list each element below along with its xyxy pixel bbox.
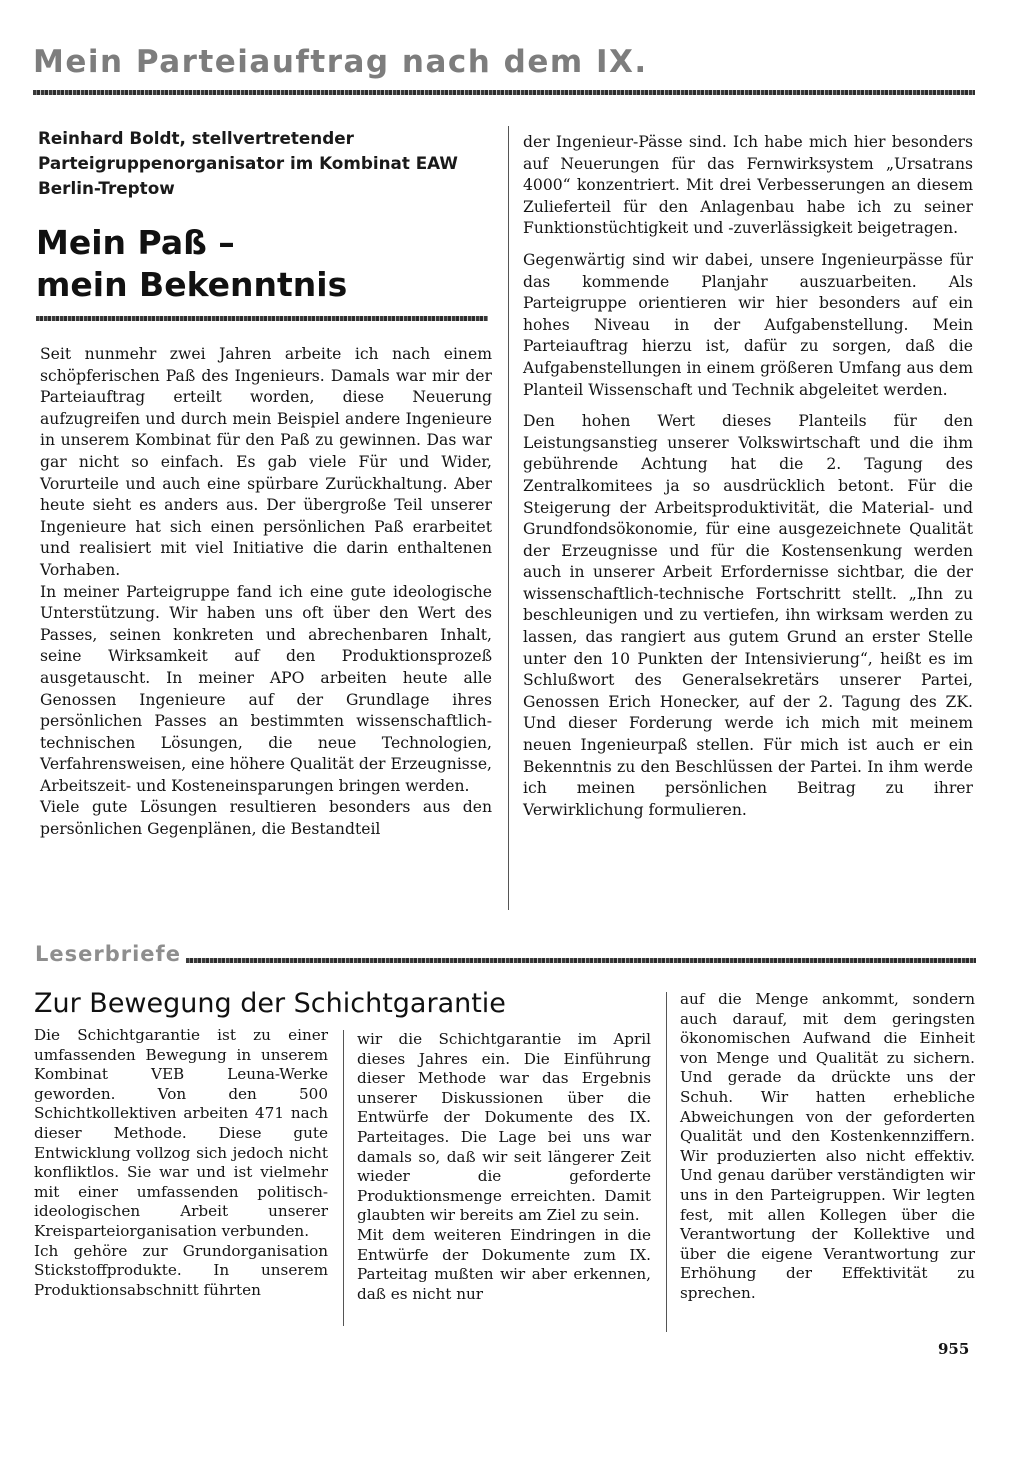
article-paragraph: der Ingenieur-Pässe sind. Ich habe mich hier besonders auf Neuerungen für das Fernwirksystem „Ursatrans 4000“ konzentriert. Mit drei Verbesserungen an diesem Zulieferteil für den Anlagenbau habe ich zu seiner Funktionstüchtigkeit und -zuverlässigkeit beigetragen. xyxy=(523,133,973,238)
article-title-line-2: mein Bekenntnis xyxy=(36,265,348,304)
author-byline: Reinhard Boldt, stellvertretender Parteigruppenorganisator im Kombinat EAW Berlin-Treptow xyxy=(38,128,458,198)
article-title-line-1: Mein Paß – xyxy=(36,223,235,262)
article-right-column xyxy=(523,132,973,831)
header-rule xyxy=(33,90,975,95)
page-number: 955 xyxy=(938,1340,970,1358)
letter-divider xyxy=(343,1030,344,1326)
title-rule xyxy=(36,316,488,321)
article-paragraph: Den hohen Wert dieses Planteils für den Leistungsanstieg unserer Volkswirtschaft und die ihm gebührende Achtung hat die 2. Tagung des Zentralkomitees ja so ausdrücklich betont. Für die Steigerung der Arbeitsproduktivität, die Material- und Grundfondsökonomie, für eine ausgezeichnete Qualität der Erzeugnisse und für die Kostensenkung werden auch in unserer Arbeit Erfordernisse sichtbar, die der wissenschaftlich-technische Fortschritt stellt. „Ihn zu beschleunigen und zu vertiefen, ihn wirksam werden zu lassen, das rangiert aus gutem Grund an erster Stelle unter den 10 Punkten der Intensivierung“, heißt es im Schlußwort des Generalsekretärs unserer Partei, Genossen Erich Honecker, auf der 2. Tagung des ZK. Und dieser Forderung werde ich mich mit meinem neuen Ingenieurpaß stellen. Für mich ist auch er ein Bekenntnis zu den Beschlüssen der Partei. In ihm werde ich meinen persönlichen Beitrag zu ihrer Verwirklichung formulieren. xyxy=(523,412,973,819)
letter-paragraph: Die Schichtgarantie ist zu einer umfassenden Bewegung in unserem Kombinat VEB Leuna-Werke geworden. Von den 500 Schichtkollektiven arbeiten 471 nach dieser Methode. Diese gute Entwicklung vollzog sich jedoch nicht konfliktlos. Sie war und ist vielmehr mit einer umfassenden politisch-ideologischen Arbeit unserer Kreisparteiorganisation verbunden. xyxy=(34,1026,328,1240)
letter-divider xyxy=(666,992,667,1332)
article-title xyxy=(36,222,496,306)
letter-paragraph: wir die Schichtgarantie im April dieses Jahres ein. Die Einführung dieser Methode war das Ergebnis unserer Diskussionen über die Entwürfe der Dokumente des IX. Parteitages. Die Lage bei uns war damals so, daß wir seit längerer Zeit wieder die geforderte Produktionsmenge erreichten. Damit glaubten wir bereits am Ziel zu sein. xyxy=(357,1030,651,1225)
section-rule xyxy=(186,958,976,963)
article-paragraph: Seit nunmehr zwei Jahren arbeite ich nach einem schöpferischen Paß des Ingenieurs. Damals war mir der Parteiauftrag erteilt worden, diese Neuerung aufzugreifen und durch mein Beispiel andere Ingenieure in unserem Kombinat für den Paß zu gewinnen. Das war gar nicht so einfach. Es gab viele Für und Wider, Vorurteile und auch eine spürbare Zurückhaltung. Aber heute sieht es anders aus. Der übergroße Teil unserer Ingenieure hat sich einen persönlichen Paß erarbeitet und realisiert mit viel Initiative die darin enthaltenen Vorhaben. xyxy=(40,345,492,579)
letter-column-1 xyxy=(34,1026,328,1300)
article-left-column xyxy=(40,344,492,841)
article-paragraph: Viele gute Lösungen resultieren besonders aus den persönlichen Gegenplänen, die Bestandteil xyxy=(40,798,492,839)
column-divider xyxy=(508,126,509,910)
letter-title: Zur Bewegung der Schichtgarantie xyxy=(34,988,506,1019)
running-title: Mein Parteiauftrag nach dem IX. xyxy=(33,44,648,80)
letter-column-2 xyxy=(357,1030,651,1304)
letter-paragraph: Mit dem weiteren Eindringen in die Entwürfe der Dokumente zum IX. Parteitag mußten wir aber erkennen, daß es nicht nur xyxy=(357,1225,651,1303)
article-paragraph: Gegenwärtig sind wir dabei, unsere Ingenieurpässe für das kommende Planjahr auszuarbeiten. Als Parteigruppe orientieren wir hier besonders auf ein hohes Niveau in der Aufgabenstellung. Mein Parteiauftrag hierzu ist, dafür zu sorgen, daß die Aufgabenstellungen in einem größeren Umfang aus dem Planteil Wissenschaft und Technik abgeleitet werden. xyxy=(523,250,973,399)
article-paragraph: In meiner Parteigruppe fand ich eine gute ideologische Unterstützung. Wir haben uns oft über den Wert des Passes, seinen konkreten und abrechenbaren Inhalt, seine Wirksamkeit auf den Produktionsprozeß ausgetauscht. In meiner APO arbeiten heute alle Genossen Ingenieure auf der Grundlage ihres persönlichen Passes an bestimmten wissenschaftlich-technischen Lösungen, die neue Technologien, Verfahrensweisen, eine höhere Qualität der Erzeugnisse, Arbeitszeit- und Kosteneinsparungen bringen werden. xyxy=(40,582,492,795)
letter-column-3 xyxy=(680,990,975,1304)
letter-paragraph: auf die Menge ankommt, sondern auch darauf, mit dem geringsten ökonomischen Aufwand die Einheit von Menge und Qualität zu sichern. Und gerade da drückte uns der Schuh. Wir hatten erhebliche Abweichungen von der geforderten Qualität und den Kostenkennziffern. Wir produzierten also nicht effektiv. Und genau darüber verständigten wir uns in den Parteigruppen. Wir legten fest, mit allen Kollegen über die Verantwortung der Kollektive und über die eigene Verantwortung zur Erhöhung der Effektivität zu sprechen. xyxy=(680,990,975,1302)
section-label: Leserbriefe xyxy=(35,942,181,966)
letter-paragraph: Ich gehöre zur Grundorganisation Stickstoffprodukte. In unserem Produktionsabschnitt führten xyxy=(34,1241,328,1299)
